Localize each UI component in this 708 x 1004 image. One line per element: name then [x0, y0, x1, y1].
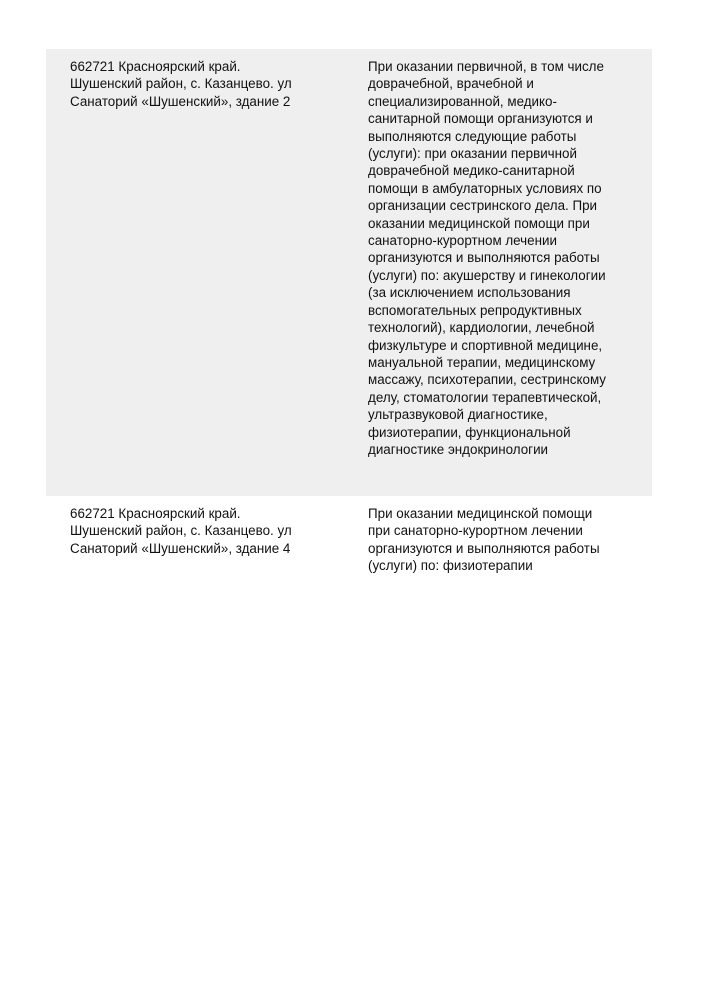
address-cell: 662721 Красноярский край. Шушенский район, с. Казанцево. ул Санаторий «Шушенский», здание 4: [70, 506, 292, 556]
services-cell: При оказании медицинской помощи при санаторно-курортном лечении организуются и выполняются работы (услуги) по: физиотерапии: [368, 506, 600, 574]
address-cell: 662721 Красноярский край. Шушенский район, с. Казанцево. ул Санаторий «Шушенский», здание 2: [70, 59, 292, 109]
license-table: [46, 49, 652, 596]
services-cell: При оказании первичной, в том числе доврачебной, врачебной и специализированной, медико- санитарной помощи организуются и выполняются следующие работы (услуги): при оказании первичной доврачебной медико-санитарной помощи в амбулаторных условиях по организации сестринского дела. При оказании медицинской помощи при санаторно-курортном лечении организуются и выполняются работы (услуги) по: акушерству и гинекологии (за исключением использования вспомогательных репродуктивных технологий), кардиологии, лечебной физкультуре и спортивной медицине, мануальной терапии, медицинскому массажу, психотерапии, сестринскому делу, стоматологии терапевтической, ультразвуковой диагностике, физиотерапии, функциональной диагностике эндокринологии: [368, 59, 606, 457]
table-row: [46, 496, 652, 596]
table-row: [46, 49, 652, 496]
